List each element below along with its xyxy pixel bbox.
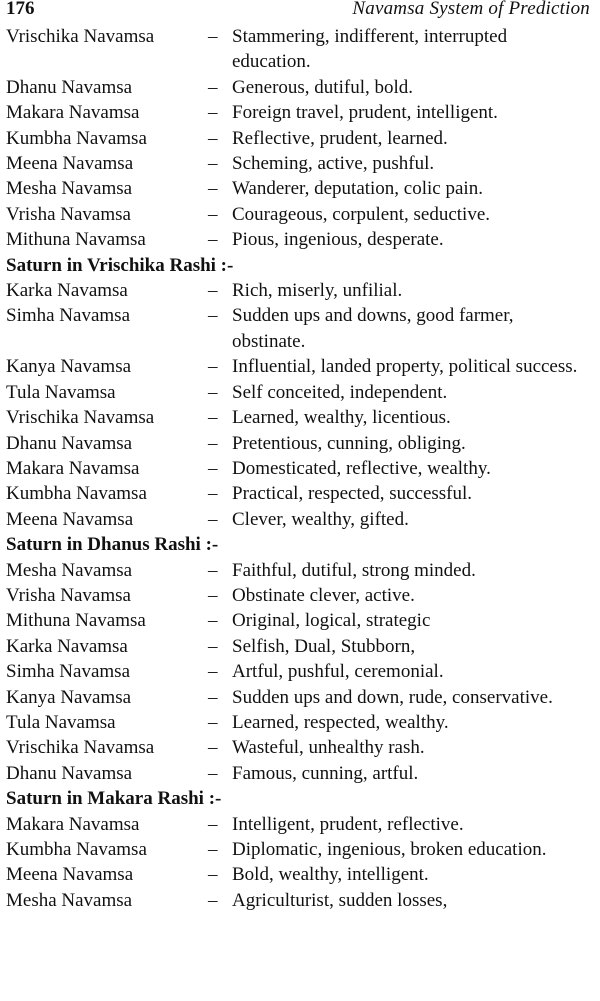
running-title: Navamsa System of Prediction	[352, 0, 590, 19]
navamsa-name: Makara Navamsa	[6, 457, 140, 479]
navamsa-description: Original, logical, strategic	[232, 610, 431, 632]
entry-dash: –	[208, 889, 218, 911]
navamsa-description: Learned, wealthy, licentious.	[232, 407, 451, 429]
navamsa-description: Faithful, dutiful, strong minded.	[232, 559, 476, 581]
entry-dash: –	[208, 635, 218, 657]
navamsa-entry	[6, 558, 590, 583]
navamsa-description: Scheming, active, pushful.	[232, 153, 435, 175]
navamsa-description: Selfish, Dual, Stubborn,	[232, 635, 416, 657]
entry-dash: –	[208, 813, 218, 835]
navamsa-name: Kumbha Navamsa	[6, 483, 147, 505]
entry-dash: –	[208, 432, 218, 454]
entry-dash: –	[208, 483, 218, 505]
navamsa-entry	[6, 227, 590, 252]
navamsa-entry	[6, 583, 590, 608]
navamsa-entry	[6, 354, 590, 379]
navamsa-description: Self conceited, independent.	[232, 381, 448, 403]
entry-dash: –	[208, 762, 218, 784]
navamsa-entry	[6, 202, 590, 227]
navamsa-entry	[6, 75, 590, 100]
navamsa-description: Bold, wealthy, intelligent.	[232, 864, 429, 886]
navamsa-description: Influential, landed property, political success.	[232, 356, 578, 378]
navamsa-entry	[6, 888, 590, 913]
navamsa-name: Dhanu Navamsa	[6, 762, 133, 784]
navamsa-entry	[6, 456, 590, 481]
navamsa-name: Kanya Navamsa	[6, 356, 132, 378]
entry-dash: –	[208, 407, 218, 429]
navamsa-description: Diplomatic, ingenious, broken education.	[232, 839, 547, 860]
navamsa-entry	[6, 862, 590, 887]
navamsa-name: Kanya Navamsa	[6, 686, 132, 708]
entry-dash: –	[208, 686, 218, 708]
entry-dash: –	[208, 76, 218, 98]
page-number: 176	[6, 0, 35, 19]
entry-dash: –	[208, 737, 218, 759]
navamsa-description: Courageous, corpulent, seductive.	[232, 203, 491, 225]
entry-dash: –	[208, 356, 218, 378]
navamsa-entry	[6, 481, 590, 506]
navamsa-description: Pious, ingenious, desperate.	[232, 229, 444, 251]
navamsa-name: Meena Navamsa	[6, 153, 134, 175]
navamsa-description: Wasteful, unhealthy rash.	[232, 737, 425, 759]
navamsa-name: Mithuna Navamsa	[6, 229, 146, 251]
navamsa-name: Mesha Navamsa	[6, 889, 133, 911]
navamsa-description: Artful, pushful, ceremonial.	[232, 661, 444, 683]
navamsa-name: Vrisha Navamsa	[6, 584, 131, 606]
navamsa-entry	[6, 100, 590, 125]
navamsa-description: Domesticated, reflective, wealthy.	[232, 457, 491, 479]
navamsa-entry	[6, 634, 590, 659]
navamsa-name: Dhanu Navamsa	[6, 432, 133, 454]
navamsa-name: Mithuna Navamsa	[6, 610, 146, 632]
navamsa-name: Tula Navamsa	[6, 711, 116, 733]
entry-dash: –	[208, 839, 218, 860]
navamsa-name: Simha Navamsa	[6, 661, 131, 683]
navamsa-entry	[6, 608, 590, 633]
navamsa-description: Sudden ups and down, rude, conservative.	[232, 686, 553, 708]
navamsa-name: Karka Navamsa	[6, 635, 128, 657]
navamsa-name: Kumbha Navamsa	[6, 839, 147, 860]
entry-dash: –	[208, 26, 218, 47]
navamsa-description: Learned, respected, wealthy.	[232, 711, 449, 733]
navamsa-name: Meena Navamsa	[6, 508, 134, 530]
entry-dash: –	[208, 457, 218, 479]
navamsa-description: Obstinate clever, active.	[232, 584, 415, 606]
navamsa-name: Mesha Navamsa	[6, 559, 133, 581]
navamsa-entry	[6, 812, 590, 837]
navamsa-name: Vrischika Navamsa	[6, 26, 155, 47]
navamsa-entry	[6, 837, 590, 862]
entry-dash: –	[208, 661, 218, 683]
entry-dash: –	[208, 305, 218, 327]
page-body	[6, 24, 590, 913]
navamsa-entry	[6, 735, 590, 760]
navamsa-entry	[6, 507, 590, 532]
section-heading: Saturn in Dhanus Rashi :-	[6, 534, 219, 556]
navamsa-entry	[6, 380, 590, 405]
entry-dash: –	[208, 508, 218, 530]
entry-dash: –	[208, 229, 218, 251]
navamsa-name: Karka Navamsa	[6, 280, 128, 302]
entry-dash: –	[208, 153, 218, 175]
navamsa-name: Makara Navamsa	[6, 102, 140, 124]
navamsa-name: Simha Navamsa	[6, 305, 131, 327]
navamsa-entry	[6, 151, 590, 176]
navamsa-description: Foreign travel, prudent, intelligent.	[232, 102, 498, 124]
navamsa-entry	[6, 24, 590, 75]
navamsa-description: Famous, cunning, artful.	[232, 762, 419, 784]
entry-dash: –	[208, 559, 218, 581]
navamsa-description: Sudden ups and downs, good farmer, obstinate.	[232, 305, 514, 352]
entry-dash: –	[208, 127, 218, 149]
navamsa-name: Dhanu Navamsa	[6, 76, 133, 98]
page-header	[6, 0, 590, 20]
navamsa-entry	[6, 431, 590, 456]
navamsa-name: Vrisha Navamsa	[6, 203, 131, 225]
navamsa-entry	[6, 710, 590, 735]
navamsa-description: Pretentious, cunning, obliging.	[232, 432, 466, 454]
navamsa-entry	[6, 303, 590, 354]
entry-dash: –	[208, 102, 218, 124]
navamsa-name: Vrischika Navamsa	[6, 407, 155, 429]
navamsa-entry	[6, 685, 590, 710]
navamsa-entry	[6, 405, 590, 430]
navamsa-name: Vrischika Navamsa	[6, 737, 155, 759]
navamsa-description: Intelligent, prudent, reflective.	[232, 813, 464, 835]
entry-dash: –	[208, 610, 218, 632]
navamsa-description: Practical, respected, successful.	[232, 483, 473, 505]
navamsa-entry	[6, 659, 590, 684]
navamsa-entry	[6, 176, 590, 201]
entry-dash: –	[208, 280, 218, 302]
navamsa-description: Stammering, indifferent, interrupted education.	[232, 26, 508, 73]
entry-dash: –	[208, 381, 218, 403]
navamsa-description: Reflective, prudent, learned.	[232, 127, 448, 149]
navamsa-name: Kumbha Navamsa	[6, 127, 147, 149]
navamsa-description: Rich, miserly, unfilial.	[232, 280, 403, 302]
navamsa-description: Clever, wealthy, gifted.	[232, 508, 409, 530]
entry-dash: –	[208, 203, 218, 225]
navamsa-entry	[6, 761, 590, 786]
navamsa-description: Agriculturist, sudden losses,	[232, 889, 448, 911]
entry-dash: –	[208, 584, 218, 606]
navamsa-name: Tula Navamsa	[6, 381, 116, 403]
section-heading: Saturn in Vrischika Rashi :-	[6, 254, 234, 276]
navamsa-entry	[6, 278, 590, 303]
navamsa-description: Generous, dutiful, bold.	[232, 76, 414, 98]
entry-dash: –	[208, 178, 218, 200]
navamsa-name: Meena Navamsa	[6, 864, 134, 886]
entry-dash: –	[208, 711, 218, 733]
section-heading: Saturn in Makara Rashi :-	[6, 788, 222, 810]
entry-dash: –	[208, 864, 218, 886]
navamsa-entry	[6, 126, 590, 151]
navamsa-description: Wanderer, deputation, colic pain.	[232, 178, 483, 200]
navamsa-name: Makara Navamsa	[6, 813, 140, 835]
navamsa-name: Mesha Navamsa	[6, 178, 133, 200]
